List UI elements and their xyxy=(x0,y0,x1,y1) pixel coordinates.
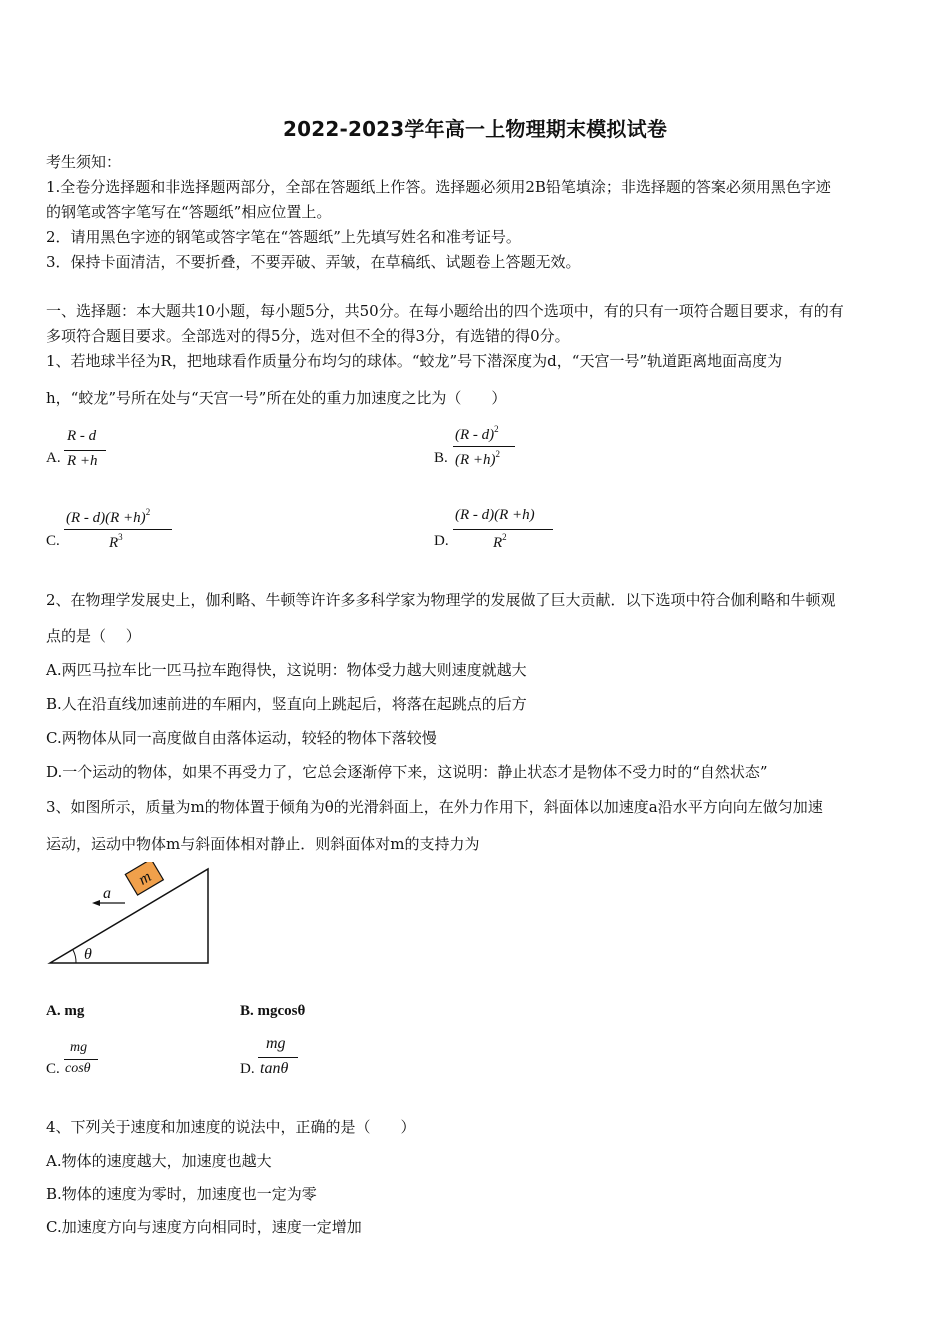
incline-figure xyxy=(40,862,220,972)
q2-option-a: A.两匹马拉车比一匹马拉车跑得快，这说明：物体受力越大则速度就越大 xyxy=(46,661,527,679)
numerator: (R - d)$^2$ xyxy=(455,424,499,443)
notice-item: 的钢笔或答字笔写在“答题纸”相应位置上。 xyxy=(46,203,332,221)
fraction-bar xyxy=(64,529,172,530)
q1-option-d-fraction xyxy=(453,507,557,555)
block-label: m xyxy=(135,868,155,889)
q4-option-c: C.加速度方向与速度方向相同时，速度一定增加 xyxy=(46,1218,362,1236)
q1-option-c-letter: C. xyxy=(46,533,60,549)
numerator: (R - d)(R +h) xyxy=(455,507,535,523)
section-intro: 多项符合题目要求。全部选对的得5分，选对但不全的得3分，有选错的得0分。 xyxy=(46,327,570,345)
angle-arc xyxy=(73,950,76,963)
arrow-head xyxy=(92,900,100,906)
q3-option-d-fraction xyxy=(258,1035,302,1083)
q4-option-b: B.物体的速度为零时，加速度也一定为零 xyxy=(46,1185,317,1203)
numerator: mg xyxy=(70,1040,88,1055)
fraction-bar xyxy=(64,450,106,451)
q1-option-c-fraction xyxy=(64,507,176,555)
denominator: cosθ xyxy=(65,1061,91,1076)
numerator: mg xyxy=(266,1035,286,1052)
denominator: $R^3$ xyxy=(109,532,123,551)
notice-item: 2．请用黑色字迹的钢笔或答字笔在“答题纸”上先填写姓名和准考证号。 xyxy=(46,228,521,246)
q1-option-a-letter: A. xyxy=(46,450,61,466)
notice-item: 3．保持卡面清洁，不要折叠，不要弄破、弄皱，在草稿纸、试题卷上答题无效。 xyxy=(46,253,581,271)
fraction-bar xyxy=(64,1059,98,1060)
fraction-bar xyxy=(453,446,515,447)
q3-option-c-letter: C. xyxy=(46,1061,60,1077)
q1-option-a-fraction xyxy=(64,428,108,472)
q3-option-c-fraction xyxy=(64,1040,104,1084)
denominator: R +h xyxy=(67,453,98,469)
notice-heading: 考生须知： xyxy=(46,153,122,171)
question-2-text: 点的是（ ） xyxy=(46,627,141,645)
denominator: $(R +h)^2$ xyxy=(455,449,501,468)
q1-option-b-fraction xyxy=(453,424,517,472)
acceleration-label: a xyxy=(103,885,111,902)
question-3-text: 3、如图所示，质量为m的物体置于倾角为θ的光滑斜面上，在外力作用下，斜面体以加速度a沿水平方向向左做匀加速 xyxy=(46,798,823,816)
fraction-bar xyxy=(258,1057,298,1058)
q2-option-d: D.一个运动的物体，如果不再受力了，它总会逐渐停下来，这说明：静止状态才是物体不受力时的“自然状态” xyxy=(46,763,768,781)
incline-triangle xyxy=(50,869,208,963)
q2-option-b: B.人在沿直线加速前进的车厢内，竖直向上跳起后，将落在起跳点的后方 xyxy=(46,695,527,713)
question-4-text: 4、下列关于速度和加速度的说法中，正确的是（ ） xyxy=(46,1118,416,1136)
question-1-text: h，“蛟龙”号所在处与“天宫一号”所在处的重力加速度之比为（ ） xyxy=(46,389,507,407)
denominator: $R^2$ xyxy=(493,532,507,551)
q1-option-b-letter: B. xyxy=(434,450,448,466)
q3-option-b: B. mgcosθ xyxy=(240,1003,306,1019)
notice-item: 1.全卷分选择题和非选择题两部分，全部在答题纸上作答。选择题必须用2B铅笔填涂；非选择题的答案必须用黑色字迹 xyxy=(46,178,831,196)
angle-label: θ xyxy=(84,946,92,963)
denominator: tanθ xyxy=(260,1060,289,1077)
fraction-bar xyxy=(453,529,553,530)
question-1-text: 1、若地球半径为R，把地球看作质量分布均匀的球体。“蛟龙”号下潜深度为d，“天宫一号”轨道距离地面高度为 xyxy=(46,352,783,370)
q4-option-a: A.物体的速度越大，加速度也越大 xyxy=(46,1152,272,1170)
q3-option-d-letter: D. xyxy=(240,1061,255,1077)
page-title: 2022-2023学年高一上物理期末模拟试卷 xyxy=(282,117,668,141)
block xyxy=(125,862,163,895)
question-3-text: 运动，运动中物体m与斜面体相对静止．则斜面体对m的支持力为 xyxy=(46,835,480,853)
q1-option-d-letter: D. xyxy=(434,533,449,549)
numerator: $(R - d)(R +h)^2$ xyxy=(66,507,151,526)
section-intro: 一、选择题：本大题共10小题，每小题5分，共50分。在每小题给出的四个选项中，有的只有一项符合题目要求，有的有 xyxy=(46,302,844,320)
question-2-text: 2、在物理学发展史上，伽利略、牛顿等许许多多科学家为物理学的发展做了巨大贡献．以下选项中符合伽利略和牛顿观 xyxy=(46,591,836,609)
q2-option-c: C.两物体从同一高度做自由落体运动，较轻的物体下落较慢 xyxy=(46,729,437,747)
numerator: R - d xyxy=(67,428,97,444)
q3-option-a: A. mg xyxy=(46,1003,85,1019)
